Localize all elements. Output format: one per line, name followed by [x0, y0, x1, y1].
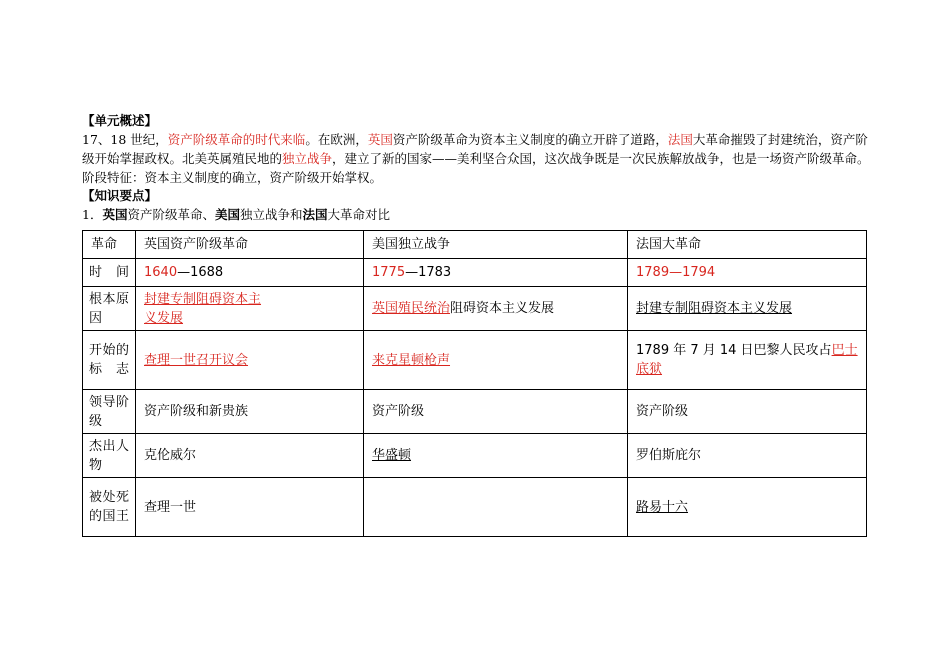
cause-text: 封建专制阻碍资本主义发展 [144, 291, 262, 326]
start-event: 查理一世召开议会 [144, 352, 249, 368]
cell-leader-usa: 资产阶级 [364, 390, 628, 434]
table-row-start [83, 331, 867, 390]
start-event: 1789 年 7 月 14 日巴黎人民攻占 [636, 343, 832, 358]
knowledge-line [82, 205, 872, 224]
knowledge-heading: 【知识要点】 [82, 188, 158, 203]
cell-king-france [628, 478, 867, 537]
text-run: 资产阶级革命、 [127, 207, 215, 222]
bold-france: 法国 [302, 207, 328, 222]
text-run: 17、18 世纪， [82, 132, 168, 147]
table-row-king [83, 478, 867, 537]
header-usa: 美国独立战争 [364, 231, 628, 259]
cell-leader-france: 资产阶级 [628, 390, 867, 434]
stage-features: 阶段特征：资本主义制度的确立，资产阶级开始掌权。 [82, 170, 383, 185]
cell-time-usa [364, 259, 628, 287]
cell-time-england [136, 259, 364, 287]
label-leader: 领导阶级 [83, 390, 136, 434]
cause-text: 封建专制阻碍资本主义发展 [636, 301, 793, 316]
king-name: 路易十六 [636, 499, 689, 515]
bold-usa: 美国 [214, 207, 240, 222]
highlight-france: 法国 [667, 132, 693, 147]
cell-king-england: 查理一世 [136, 478, 364, 537]
time-start: 1775 [372, 265, 406, 280]
table-row-header [83, 231, 867, 259]
text-run: 大革命对比 [327, 207, 391, 222]
label-figure: 杰出人物 [83, 434, 136, 478]
header-england: 英国资产阶级革命 [136, 231, 364, 259]
figure-name: 华盛顿 [372, 448, 412, 463]
time-end: —1783 [405, 265, 452, 280]
header-france: 法国大革命 [628, 231, 867, 259]
item-number: 1． [82, 207, 103, 222]
highlight-independence-war: 独立战争 [282, 151, 333, 166]
cell-start-england [136, 331, 364, 390]
document-body [82, 112, 872, 224]
cell-figure-france: 罗伯斯庇尔 [628, 434, 867, 478]
start-event: 来克星顿枪声 [372, 352, 451, 368]
table-row-time [83, 259, 867, 287]
text-run: 。在欧洲， [305, 132, 368, 147]
label-cause: 根本原因 [83, 287, 136, 331]
text-run: ，建立了新的国家——美利坚合众国，这次战争既是一次民族解放战争，也是一场资产阶级革命。 [332, 151, 870, 166]
cell-cause-england [136, 287, 364, 331]
bold-england: 英国 [102, 207, 128, 222]
cell-cause-usa [364, 287, 628, 331]
table-row-cause [83, 287, 867, 331]
cell-figure-england: 克伦威尔 [136, 434, 364, 478]
cause-text: 阻碍资本主义发展 [450, 301, 555, 316]
bastille-highlight: 巴士底狱 [636, 343, 858, 377]
label-king: 被处死的国王 [83, 478, 136, 537]
table-row-leader [83, 390, 867, 434]
text-run: 独立战争和 [240, 207, 303, 222]
comparison-table [82, 230, 867, 537]
time-range: 1789—1794 [636, 265, 716, 280]
cell-start-france [628, 331, 867, 390]
cause-highlight: 英国殖民统治 [372, 301, 451, 316]
cell-time-france [628, 259, 867, 287]
cell-leader-england: 资产阶级和新贵族 [136, 390, 364, 434]
overview-heading: 【单元概述】 [82, 113, 158, 128]
text-run: 大革命摧毁了封建统治，资产阶级开始掌握政权。北美英属殖民地的 [82, 132, 868, 166]
cell-start-usa [364, 331, 628, 390]
header-revolution: 革命 [83, 231, 136, 259]
highlight-england: 英国 [367, 132, 393, 147]
cell-king-usa [364, 478, 628, 537]
label-time: 时间 [83, 259, 136, 287]
cell-figure-usa [364, 434, 628, 478]
label-start: 开始的标志 [83, 331, 136, 390]
cell-cause-france [628, 287, 867, 331]
time-end: —1688 [177, 265, 224, 280]
overview-paragraph [82, 130, 872, 168]
text-run: 资产阶级革命为资本主义制度的确立开辟了道路， [392, 132, 668, 147]
table-row-figure [83, 434, 867, 478]
highlight-era: 资产阶级革命的时代来临 [167, 132, 306, 147]
time-start: 1640 [144, 265, 178, 280]
